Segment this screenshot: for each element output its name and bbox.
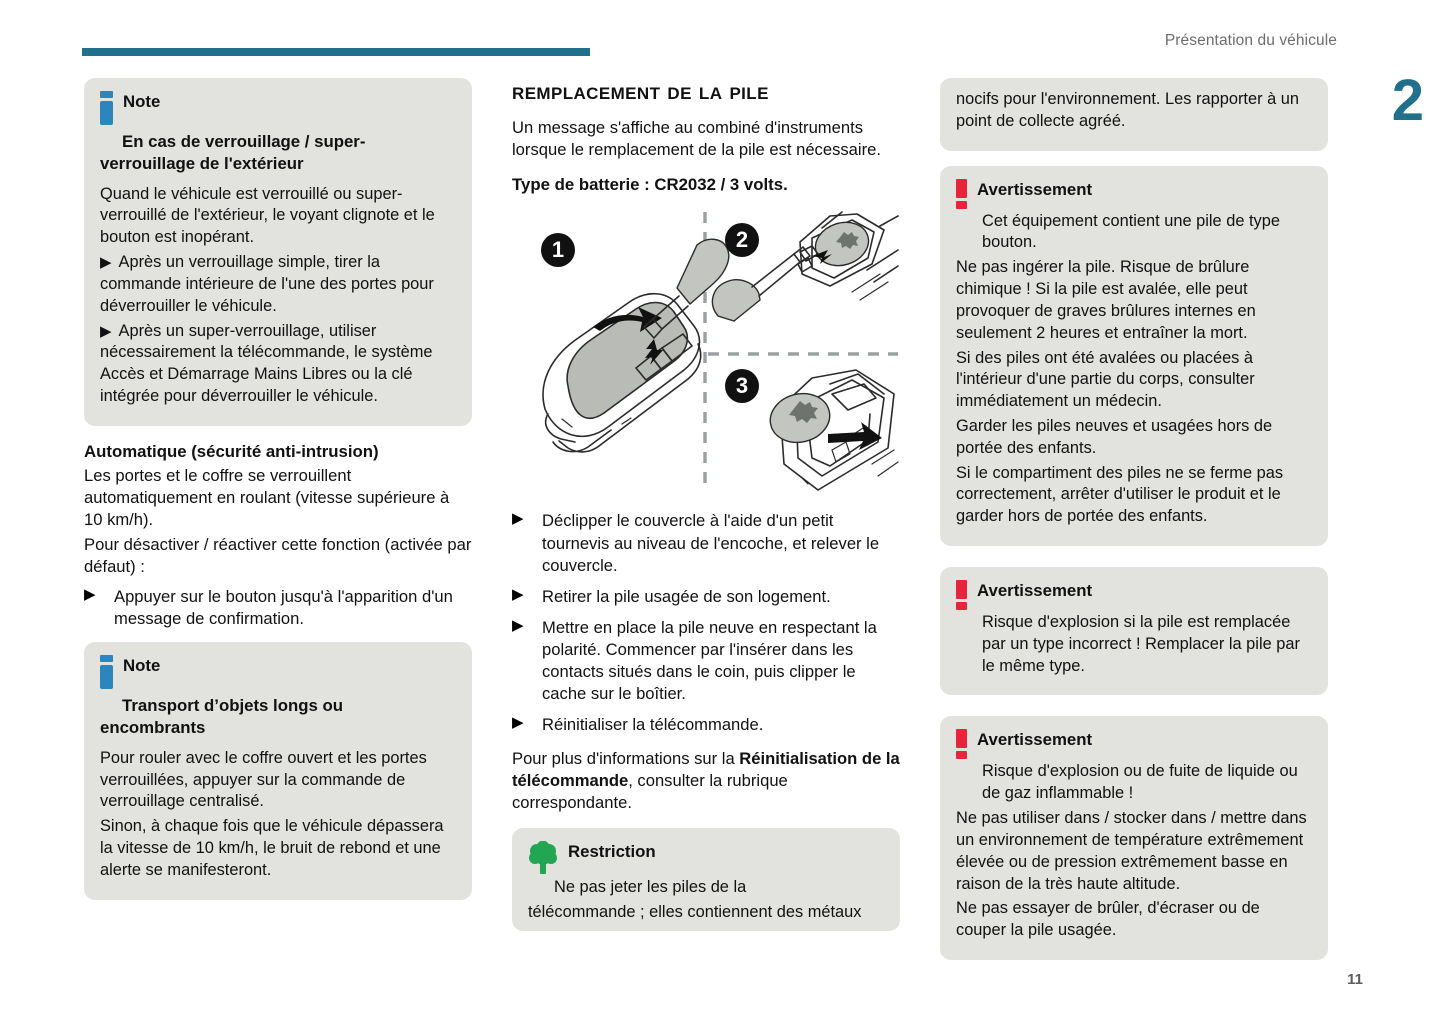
warning-callout-1 xyxy=(940,166,1328,546)
info-icon xyxy=(100,655,113,689)
column-right xyxy=(940,78,1328,975)
callout-label: Note xyxy=(123,656,161,676)
warning-line: Ne pas utiliser dans / stocker dans / mettre dans un environnement de température extrêmement élevée ou de pression extrêmement basse en raison de la très haute altitude. xyxy=(956,809,1307,893)
list-item: ▶ Réinitialiser la télécommande. xyxy=(512,714,900,736)
callout-header xyxy=(528,841,884,875)
callout-label: Avertissement xyxy=(977,581,1093,600)
warning-line: Si le compartiment des piles ne se ferme pas correctement, arrêter d'utiliser le produit et le garder hors de portée des enfants. xyxy=(956,463,1284,526)
callout-label: Avertissement xyxy=(977,730,1093,750)
page-number: 11 xyxy=(1347,971,1363,988)
illustration-step-1 xyxy=(541,233,729,452)
section-title: remplacement de la pile xyxy=(512,78,769,105)
column-left xyxy=(84,78,472,915)
page-header-title: Présentation du véhicule xyxy=(1164,32,1337,49)
warning-lead: Risque d'explosion ou de fuite de liquide ou de gaz inflammable ! xyxy=(982,762,1298,803)
callout-subtitle-line2: encombrants xyxy=(100,717,206,737)
more-info-bold: Réinitialisation de la télécommande xyxy=(512,749,900,791)
list-item: ▶ Appuyer sur le bouton jusqu'à l'apparition d'un message de confirmation. xyxy=(84,586,472,630)
note-callout-transport xyxy=(84,642,472,900)
callout-subtitle xyxy=(100,131,456,175)
callout-label: Restriction xyxy=(568,842,656,862)
note-callout-verrouillage xyxy=(84,78,472,426)
arrow-insert-battery xyxy=(828,422,882,450)
step-badge-3-label: 3 xyxy=(735,373,749,399)
subheading-automatique: Automatique (sécurité anti-intrusion) xyxy=(84,441,379,461)
arrow-bullet-icon xyxy=(100,253,119,271)
bullet-list-left xyxy=(84,586,472,630)
note-body-1: Pour rouler avec le coffre ouvert et les portes verrouillées, appuyer sur la commande de verrouillage centralisé. xyxy=(100,748,427,811)
note-bullet-2-text: Après un super-verrouillage, utiliser nécessairement la télécommande, le système Accès et Démarrage Mains Libres ou la clé intégrée pour déverrouiller le véhicule. xyxy=(100,321,433,405)
warning-callout-2 xyxy=(940,567,1328,695)
restriction-body-line1: Ne pas jeter les piles de la xyxy=(554,878,747,897)
restriction-callout xyxy=(512,828,900,931)
more-info-post: , consulter la rubrique correspondante. xyxy=(512,771,788,813)
battery-replacement-illustration xyxy=(512,208,900,496)
callout-subtitle-line2: verrouillage de l'extérieur xyxy=(100,153,304,173)
warning-line: Garder les piles neuves et usagées hors de portée des enfants. xyxy=(956,416,1273,457)
warning-exclamation-icon xyxy=(956,580,967,610)
warning-line: Ne pas essayer de brûler, d'écraser ou de couper la pile usagée. xyxy=(956,899,1260,940)
header-rule xyxy=(82,48,590,56)
callout-subtitle-line1: En cas de verrouillage / super- xyxy=(122,132,366,151)
warning-callout-3 xyxy=(940,716,1328,960)
restriction-body-line2: télécommande ; elles contiennent des métaux xyxy=(528,903,862,922)
note-body-2: Sinon, à chaque fois que le véhicule dépassera la vitesse de 10 km/h, le bruit de rebond et une alerte se manifesteront. xyxy=(100,817,444,879)
warning-line: Si des piles ont été avalées ou placées à l'intérieur d'une partie du corps, consulter immédiatement un médecin. xyxy=(956,348,1255,411)
callout-header xyxy=(100,655,456,689)
note-bullet-2 xyxy=(100,321,456,408)
callout-header xyxy=(956,580,1312,610)
warning-exclamation-icon xyxy=(956,729,967,759)
illustration-step-3 xyxy=(725,369,898,490)
warning-lead: Risque d'explosion si la pile est remplacée par un type incorrect ! Remplacer la pile par le même type. xyxy=(982,613,1300,675)
battery-type: Type de batterie : CR2032 / 3 volts. xyxy=(512,175,788,195)
warning-lead: Cet équipement contient une pile de type bouton. xyxy=(982,211,1280,252)
restriction-continuation-callout xyxy=(940,78,1328,151)
arrow-bullet-icon xyxy=(100,322,119,340)
chapter-number: 2 xyxy=(1391,68,1423,133)
more-info-paragraph xyxy=(512,748,900,814)
illustration-step-2 xyxy=(712,212,898,321)
callout-subtitle xyxy=(100,695,456,739)
callout-header xyxy=(956,729,1312,759)
more-info-pre: Pour plus d'informations sur la xyxy=(512,749,740,769)
column-middle xyxy=(512,78,900,946)
note-bullet-1 xyxy=(100,252,456,317)
warning-line: Ne pas ingérer la pile. Risque de brûlure chimique ! Si la pile est avalée, elle peut provoquer de graves brûlures internes en seulement 2 heures et entraîner la mort. xyxy=(956,258,1256,342)
list-item: ▶ Retirer la pile usagée de son logement. xyxy=(512,586,900,608)
paragraph-auto-2: Pour désactiver / réactiver cette fonction (activée par défaut) : xyxy=(84,534,472,576)
restriction-continued-text: nocifs pour l'environnement. Les rapporter à un point de collecte agréé. xyxy=(956,90,1299,130)
warning-exclamation-icon xyxy=(956,179,967,209)
list-item: ▶ Déclipper le couvercle à l'aide d'un petit tournevis au niveau de l'encoche, et relever le couvercle. xyxy=(512,510,900,576)
note-body: Quand le véhicule est verrouillé ou super-verrouillé de l'extérieur, le voyant clignote et le bouton est inopérant. xyxy=(100,184,435,247)
paragraph-auto-1: Les portes et le coffre se verrouillent automatiquement en roulant (vitesse supérieure à 10 km/h). xyxy=(84,465,450,529)
list-item: ▶ Mettre en place la pile neuve en respectant la polarité. Commencer par l'insérer dans les contacts situés dans le coin, puis clipper le cache sur le boîtier. xyxy=(512,617,900,705)
tree-icon xyxy=(528,841,558,875)
step-badge-2-label: 2 xyxy=(735,227,749,253)
callout-header xyxy=(956,179,1312,209)
bullet-list-middle xyxy=(512,510,900,736)
callout-label: Note xyxy=(123,92,161,111)
step-badge-1-label: 1 xyxy=(551,237,565,263)
section-intro: Un message s'affiche au combiné d'instruments lorsque le remplacement de la pile est nécessaire. xyxy=(512,118,881,160)
callout-label: Avertissement xyxy=(977,179,1093,199)
callout-header xyxy=(100,91,456,125)
callout-subtitle-line1: Transport d’objets longs ou xyxy=(122,696,343,716)
info-icon xyxy=(100,91,113,125)
note-bullet-1-text: Après un verrouillage simple, tirer la commande intérieure de l'une des portes pour déverrouiller le véhicule. xyxy=(100,253,434,315)
